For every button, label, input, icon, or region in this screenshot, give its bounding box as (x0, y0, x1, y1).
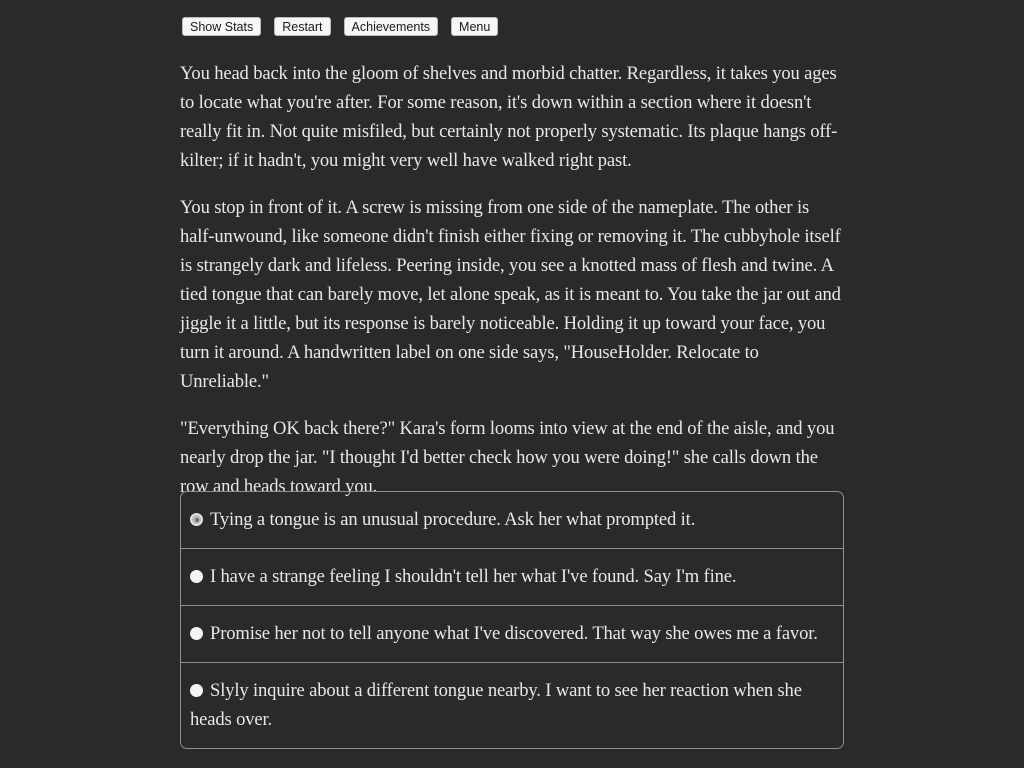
story-paragraph: You stop in front of it. A screw is missing from one side of the nameplate. The other is half-unwound, like someone didn't finish either fixing or removing it. The cubbyhole itself is strangely dark and lifeless. Peering inside, you see a knotted mass of flesh and twine. A tied tongue that can barely move, let alone speak, as it is meant to. You take the jar out and jiggle it a little, but its response is barely noticeable. Holding it up toward your face, you turn it around. A handwritten label on one side says, "HouseHolder. Relocate to Unreliable." (180, 197, 841, 392)
choice-label: I have a strange feeling I shouldn't tell her what I've found. Say I'm fine. (210, 566, 737, 587)
choice-option[interactable] (181, 606, 843, 663)
choice-option[interactable] (181, 492, 843, 549)
radio-icon[interactable] (190, 570, 203, 583)
radio-icon[interactable] (190, 684, 203, 697)
radio-icon[interactable] (190, 627, 203, 640)
restart-button[interactable]: Restart (274, 17, 330, 36)
toolbar (182, 17, 498, 36)
radio-selected-icon[interactable] (190, 513, 203, 526)
achievements-button[interactable]: Achievements (344, 17, 439, 36)
story-paragraph: You head back into the gloom of shelves and morbid chatter. Regardless, it takes you ages to locate what you're after. For some reason, it's down within a section where it doesn't really fit in. Not quite misfiled, but certainly not properly systematic. Its plaque hangs off-kilter; if it hadn't, you might very well have walked right past. (180, 63, 838, 171)
choice-list (180, 491, 844, 749)
choice-option[interactable] (181, 549, 843, 606)
choice-label: Slyly inquire about a different tongue nearby. I want to see her reaction when she heads over. (190, 680, 802, 730)
show-stats-button[interactable]: Show Stats (182, 17, 261, 36)
choice-option[interactable] (181, 663, 843, 748)
story-paragraph: "Everything OK back there?" Kara's form looms into view at the end of the aisle, and you nearly drop the jar. "I thought I'd better check how you were doing!" she calls down the row and heads toward you. (180, 418, 835, 497)
choice-label: Promise her not to tell anyone what I've discovered. That way she owes me a favor. (210, 623, 818, 644)
story-text (180, 59, 844, 519)
menu-button[interactable]: Menu (451, 17, 498, 36)
choice-label: Tying a tongue is an unusual procedure. Ask her what prompted it. (210, 509, 696, 530)
